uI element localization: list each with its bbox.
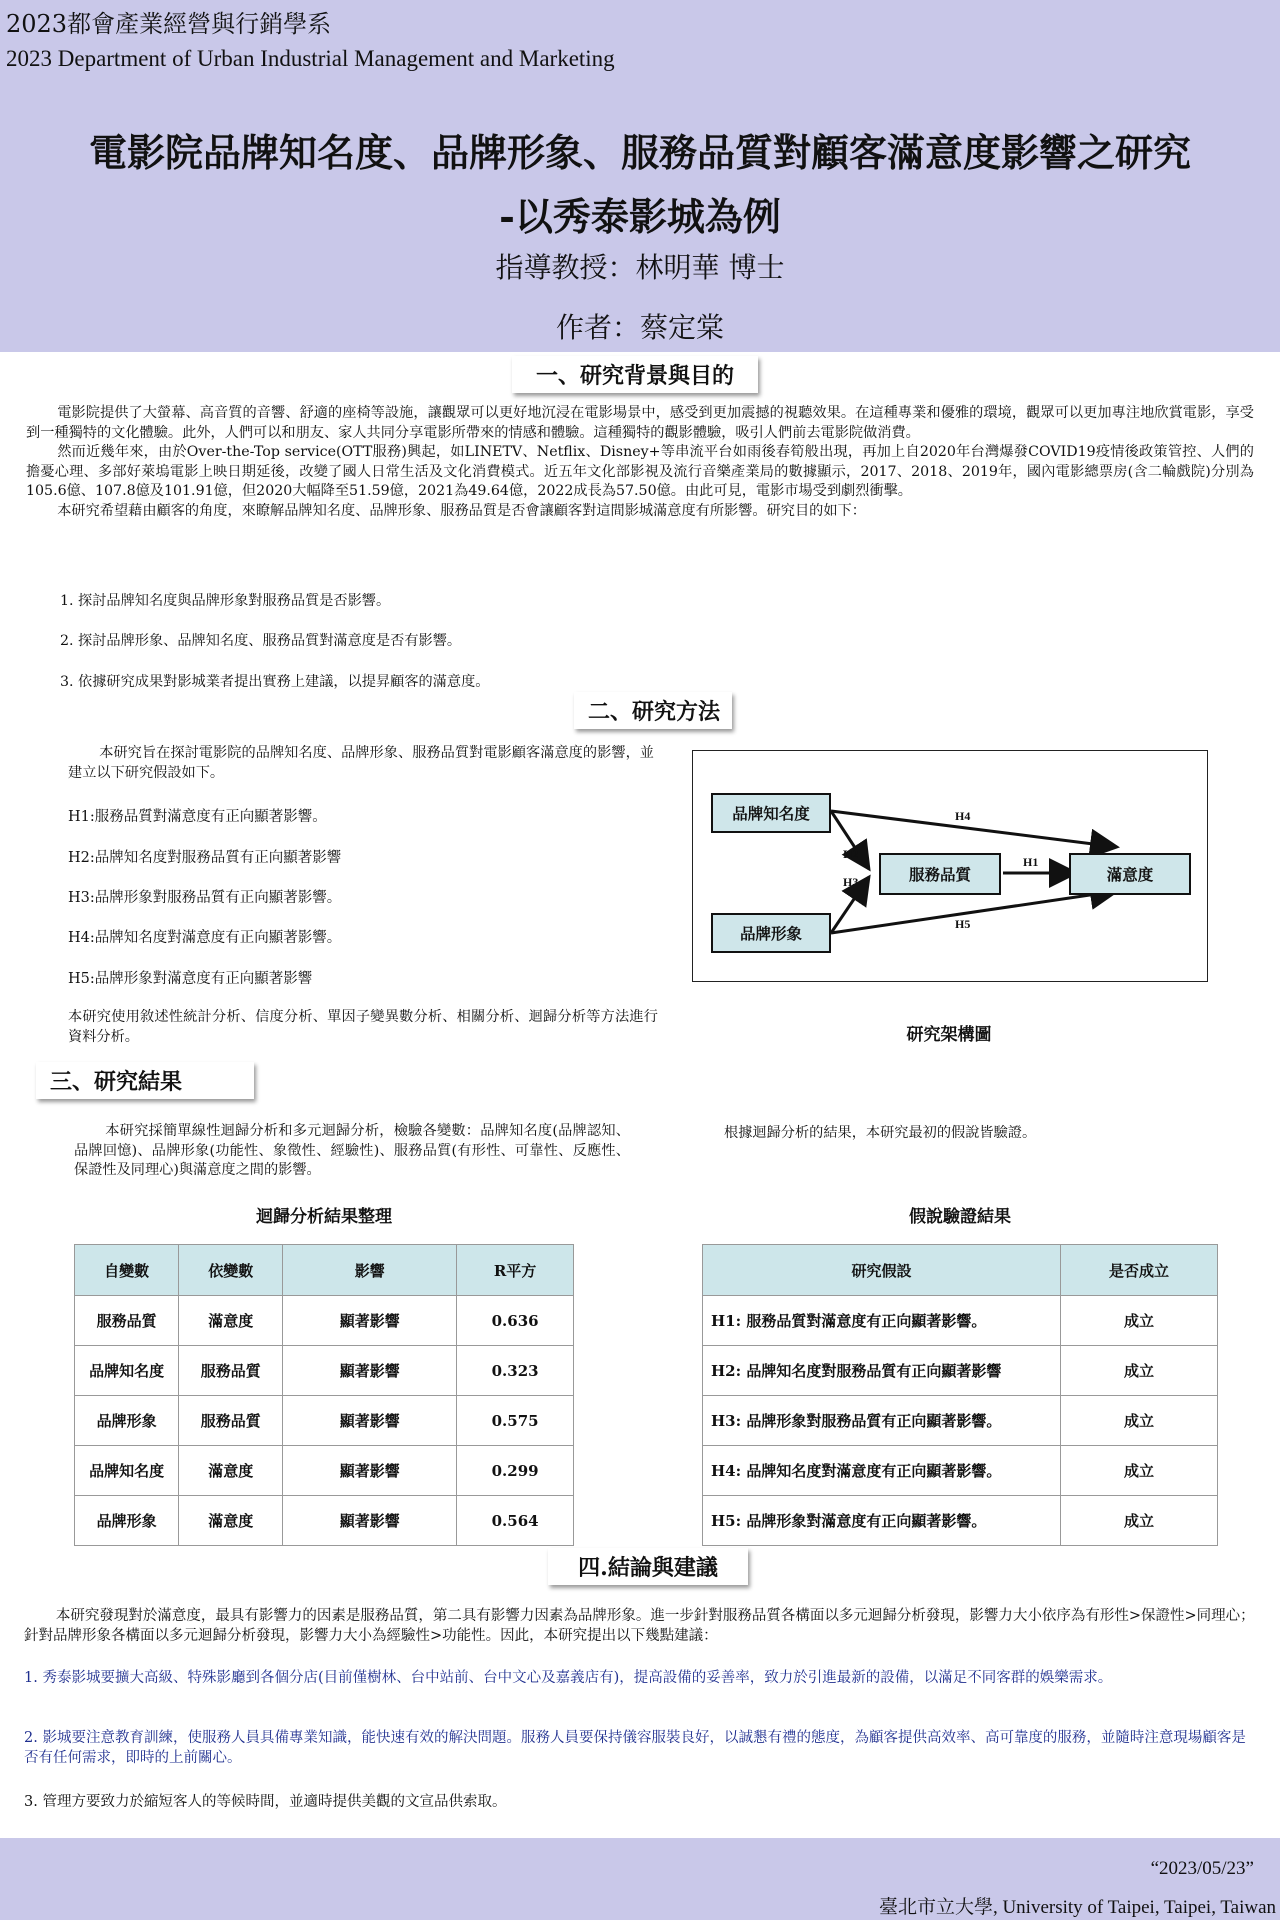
hypothesis-h1: H1:服務品質對滿意度有正向顯著影響。: [68, 809, 327, 825]
table-row: [703, 1296, 1218, 1346]
header-hypothesis: 研究假設: [703, 1245, 1061, 1296]
label-h4: H4: [955, 809, 971, 823]
label-h3: H3: [843, 875, 859, 889]
table-row: [75, 1296, 574, 1346]
node-brand-awareness: 品牌知名度: [711, 793, 831, 833]
objective-2: 2. 探討品牌形象、品牌知名度、服務品質對滿意度是否有影響。: [60, 633, 462, 649]
section1-heading: 一、研究背景與目的: [512, 356, 758, 393]
advisor: 指導教授：林明華 博士: [495, 251, 785, 284]
hypothesis-table: [702, 1244, 1218, 1546]
cell: H2: 品牌知名度對服務品質有正向顯著影響: [703, 1346, 1061, 1396]
cell: 顯著影響: [283, 1296, 457, 1346]
cell: 服務品質: [179, 1346, 283, 1396]
section2-heading: 二、研究方法: [574, 692, 732, 729]
suggestion-2: 2. 影城要注意教育訓練，使服務人員具備專業知識，能快速有效的解決問題。服務人員要保持儀容服裝良好，以誠懇有禮的態度，為顧客提供高效率、高可靠度的服務，並隨時注意現場顧客是否有任何需求，即時的上前關心。: [24, 1730, 1246, 1766]
conclusion-intro: [24, 1606, 1256, 1646]
cell: H1: 服務品質對滿意度有正向顯著影響。: [703, 1296, 1061, 1346]
results-text: [74, 1122, 630, 1181]
cell: 成立: [1061, 1346, 1218, 1396]
label-h5: H5: [955, 917, 971, 931]
cell: 品牌形象: [75, 1396, 179, 1446]
table-row: [703, 1346, 1218, 1396]
hypothesis-h4: H4:品牌知名度對滿意度有正向顯著影響。: [68, 930, 342, 946]
cell: 滿意度: [179, 1296, 283, 1346]
methods-analysis-text: 本研究使用敘述性統計分析、信度分析、單因子變異數分析、相關分析、迴歸分析等方法進行資料分析。: [68, 1009, 658, 1045]
regression-table-header: [75, 1245, 574, 1296]
cell: 品牌形象: [75, 1496, 179, 1546]
table-row: [703, 1396, 1218, 1446]
section1-para2: 然而近幾年來，由於Over-the-Top service(OTT服務)興起，如LINETV、Netflix、Disney+等串流平台如雨後春筍般出現，再加上自2020年台灣爆發COVID19疫情後政策管控、人們的擔憂心理、多部好萊塢電影上映日期延後，改變了國人日常生活及文化消費模式。近五年文化部影視及流行音樂產業局的數據顯示，2017、2018、2019年，國內電影總票房(含二輪戲院)分別為105.6億、107.8億及101.91億，但2020大幅降至51.59億，2021為49.64億，2022成長為57.50億。由此可見，電影市場受到劇烈衝擊。: [26, 444, 1254, 499]
objective-1: 1. 探討品牌知名度與品牌形象對服務品質是否影響。: [60, 593, 391, 609]
methods-intro-text: 本研究旨在探討電影院的品牌知名度、品牌形象、服務品質對電影顧客滿意度的影響，並建立以下研究假設如下。: [68, 745, 654, 781]
hypothesis-h3: H3:品牌形象對服務品質有正向顯著影響。: [68, 890, 342, 906]
cell: 服務品質: [75, 1296, 179, 1346]
section1-text: [26, 404, 1254, 521]
cell: 滿意度: [179, 1496, 283, 1546]
cell: 成立: [1061, 1446, 1218, 1496]
footer-university: 臺北市立大學, University of Taipei, Taipei, Taiwan: [878, 1897, 1276, 1918]
cell: H3: 品牌形象對服務品質有正向顯著影響。: [703, 1396, 1061, 1446]
cell: 0.564: [457, 1496, 574, 1546]
poster-subtitle: -以秀泰影城為例: [499, 194, 781, 239]
node-service-quality: 服務品質: [879, 853, 1001, 895]
section1-para3: 本研究希望藉由顧客的角度，來瞭解品牌知名度、品牌形象、服務品質是否會讓顧客對這間影城滿意度有所影響。研究目的如下：: [57, 502, 866, 519]
department-chinese: 2023都會產業經營與行銷學系: [6, 10, 332, 38]
conclusion-intro-text: 本研究發現對於滿意度，最具有影響力的因素是服務品質，第二具有影響力因素為品牌形象。進一步針對服務品質各構面以多元迴歸分析發現，影響力大小依序為有形性>保證性>同理心；針對品牌形象各構面以多元迴歸分析發現，影響力大小為經驗性>功能性。因此，本研究提出以下幾點建議：: [24, 1608, 1255, 1644]
cell: 顯著影響: [283, 1396, 457, 1446]
cell: 成立: [1061, 1296, 1218, 1346]
poster-title: 電影院品牌知名度、品牌形象、服務品質對顧客滿意度影響之研究: [88, 130, 1191, 175]
section3-heading: 三、研究結果: [36, 1062, 254, 1099]
methods-analysis: [68, 1008, 658, 1047]
node-satisfaction: 滿意度: [1069, 853, 1191, 895]
cell: 0.323: [457, 1346, 574, 1396]
suggestion-1: 1. 秀泰影城要擴大高級、特殊影廳到各個分店(目前僅樹林、台中站前、台中文心及嘉義店有)，提高設備的妥善率，致力於引進最新的設備，以滿足不同客群的娛樂需求。: [24, 1670, 1113, 1686]
table2-title: 假說驗證結果: [909, 1207, 1011, 1227]
cell: 顯著影響: [283, 1346, 457, 1396]
cell: H4: 品牌知名度對滿意度有正向顯著影響。: [703, 1446, 1061, 1496]
label-h1: H1: [1023, 855, 1039, 869]
cell: 品牌知名度: [75, 1446, 179, 1496]
arrow-h4: [831, 811, 1117, 847]
header-supported: 是否成立: [1061, 1245, 1218, 1296]
section4-heading: 四.結論與建議: [548, 1548, 748, 1585]
research-framework-diagram: [692, 750, 1208, 982]
cell: 品牌知名度: [75, 1346, 179, 1396]
results-conclusion: 根據迴歸分析的結果，本研究最初的假說皆驗證。: [724, 1125, 1037, 1141]
results-text-body: 本研究採簡單線性迴歸分析和多元迴歸分析，檢驗各變數：品牌知名度(品牌認知、品牌回憶)、品牌形象(功能性、象徵性、經驗性)、服務品質(有形性、可靠性、反應性、保證性及同理心)與滿意度之間的影響。: [74, 1123, 630, 1178]
table-row: [75, 1346, 574, 1396]
header-r-squared: R平方: [457, 1245, 574, 1296]
author: 作者：蔡定棠: [555, 311, 724, 344]
cell: 成立: [1061, 1496, 1218, 1546]
cell: 0.575: [457, 1396, 574, 1446]
table-row: [703, 1446, 1218, 1496]
suggestion-3: 3. 管理方要致力於縮短客人的等候時間，並適時提供美觀的文宣品供索取。: [24, 1794, 507, 1810]
objective-3: 3. 依據研究成果對影城業者提出實務上建議，以提昇顧客的滿意度。: [60, 674, 490, 690]
footer-date: “2023/05/23”: [1150, 1858, 1254, 1879]
cell: 0.299: [457, 1446, 574, 1496]
header-independent: 自變數: [75, 1245, 179, 1296]
table-row: [75, 1446, 574, 1496]
table-row: [75, 1496, 574, 1546]
cell: 成立: [1061, 1396, 1218, 1446]
table-row: [75, 1396, 574, 1446]
cell: H5: 品牌形象對滿意度有正向顯著影響。: [703, 1496, 1061, 1546]
table1-title: 迴歸分析結果整理: [256, 1207, 392, 1227]
cell: 顯著影響: [283, 1496, 457, 1546]
cell: 服務品質: [179, 1396, 283, 1446]
table-row: [703, 1496, 1218, 1546]
regression-table: [74, 1244, 574, 1546]
department-english: 2023 Department of Urban Industrial Management and Marketing: [6, 46, 615, 71]
arrow-h5: [831, 891, 1117, 933]
methods-intro: [68, 744, 654, 783]
header-dependent: 依變數: [179, 1245, 283, 1296]
cell: 顯著影響: [283, 1446, 457, 1496]
hypothesis-table-header: [703, 1245, 1218, 1296]
cell: 0.636: [457, 1296, 574, 1346]
hypothesis-h2: H2:品牌知名度對服務品質有正向顯著影響: [68, 850, 342, 866]
diagram-caption: 研究架構圖: [906, 1025, 992, 1045]
label-h2: H2: [843, 847, 859, 861]
node-brand-image: 品牌形象: [711, 913, 831, 953]
hypothesis-h5: H5:品牌形象對滿意度有正向顯著影響: [68, 971, 313, 987]
section1-para1: 電影院提供了大螢幕、高音質的音響、舒適的座椅等設施，讓觀眾可以更好地沉浸在電影場景中，感受到更加震撼的視聽效果。在這種專業和優雅的環境，觀眾可以更加專注地欣賞電影，享受到一種獨特的文化體驗。此外，人們可以和朋友、家人共同分享電影所帶來的情感和體驗。這種獨特的觀影體驗，吸引人們前去電影院做消費。: [26, 405, 1254, 441]
cell: 滿意度: [179, 1446, 283, 1496]
header-effect: 影響: [283, 1245, 457, 1296]
